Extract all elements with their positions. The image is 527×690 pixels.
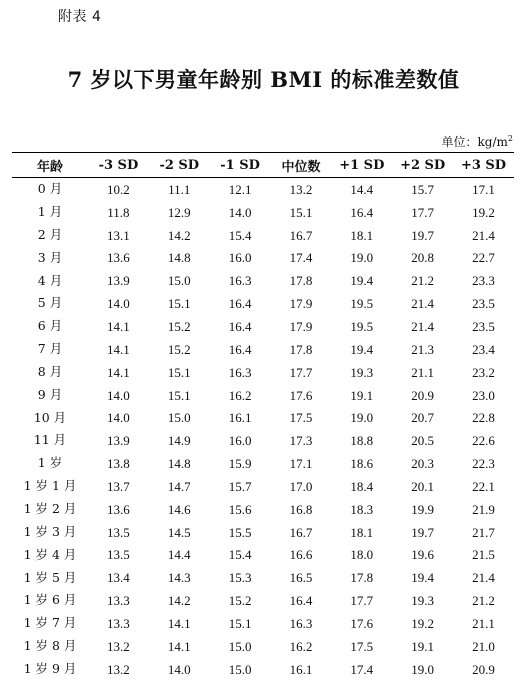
age-cell: 1 岁 9 月	[23, 660, 77, 676]
value-cell: 13.2	[107, 661, 130, 677]
value-cell: 12.9	[167, 204, 191, 220]
value-cell: 15.0	[167, 273, 191, 289]
value-cell: 14.6	[167, 501, 191, 517]
value-cell: 16.3	[289, 615, 313, 631]
unit-label	[442, 133, 513, 150]
value-cell: 19.4	[350, 341, 374, 357]
header-plus-3sd: +3 SD	[453, 153, 514, 178]
value-cell: 15.5	[228, 524, 252, 540]
value-cell: 16.3	[228, 273, 252, 289]
age-cell: 2 月	[37, 226, 63, 242]
value-cell: 17.6	[350, 615, 374, 631]
value-cell: 15.4	[228, 547, 252, 563]
value-cell: 14.1	[107, 318, 130, 334]
value-cell: 19.4	[411, 570, 435, 586]
value-cell: 14.4	[167, 547, 191, 563]
table-row	[12, 247, 514, 270]
value-cell: 13.8	[107, 456, 130, 472]
value-cell: 16.7	[289, 524, 313, 540]
value-cell: 17.0	[289, 478, 313, 494]
value-cell: 19.7	[411, 524, 435, 540]
value-cell: 19.2	[411, 615, 435, 631]
value-cell: 10.2	[107, 181, 130, 197]
table-row	[12, 406, 514, 429]
value-cell: 13.4	[107, 570, 130, 586]
age-cell: 7 月	[37, 341, 63, 357]
value-cell: 15.7	[411, 181, 435, 197]
value-cell: 19.7	[411, 227, 435, 243]
value-cell: 23.2	[472, 364, 495, 380]
value-cell: 14.0	[107, 387, 130, 403]
value-cell: 20.9	[411, 387, 435, 403]
value-cell: 15.1	[289, 204, 313, 220]
value-cell: 20.1	[411, 478, 435, 494]
table-row	[12, 498, 514, 521]
value-cell: 19.2	[472, 204, 495, 220]
value-cell: 13.6	[107, 501, 130, 517]
value-cell: 16.2	[228, 387, 252, 403]
value-cell: 14.5	[167, 524, 191, 540]
value-cell: 19.0	[350, 250, 374, 266]
table-header-row	[12, 153, 514, 178]
value-cell: 22.7	[472, 250, 495, 266]
value-cell: 14.0	[228, 204, 252, 220]
value-cell: 20.8	[411, 250, 435, 266]
table-row	[12, 201, 514, 224]
value-cell: 15.0	[228, 638, 252, 654]
table-row	[12, 635, 514, 658]
value-cell: 20.7	[411, 410, 435, 426]
value-cell: 14.0	[107, 410, 130, 426]
value-cell: 13.3	[107, 593, 130, 609]
table-row	[12, 521, 514, 544]
value-cell: 18.3	[350, 501, 374, 517]
table-row	[12, 589, 514, 612]
value-cell: 17.8	[350, 570, 374, 586]
value-cell: 17.6	[289, 387, 313, 403]
value-cell: 15.1	[167, 387, 191, 403]
value-cell: 16.1	[289, 661, 313, 677]
table-row	[12, 429, 514, 452]
value-cell: 15.2	[167, 318, 191, 334]
value-cell: 14.1	[167, 615, 191, 631]
table-row	[12, 361, 514, 384]
age-cell: 1 岁 6 月	[23, 592, 77, 608]
value-cell: 11.1	[168, 181, 191, 197]
header-minus-1sd: -1 SD	[210, 153, 271, 178]
value-cell: 13.5	[107, 547, 130, 563]
value-cell: 19.0	[350, 410, 374, 426]
header-plus-2sd: +2 SD	[392, 153, 453, 178]
value-cell: 14.2	[167, 227, 191, 243]
age-cell: 1 岁 1 月	[23, 478, 77, 494]
age-cell: 1 月	[37, 204, 63, 220]
value-cell: 21.4	[472, 227, 495, 243]
value-cell: 16.3	[228, 364, 252, 380]
value-cell: 21.5	[472, 547, 495, 563]
age-cell: 6 月	[37, 318, 63, 334]
value-cell: 19.3	[411, 593, 435, 609]
age-cell: 4 月	[37, 272, 63, 288]
table-row	[12, 475, 514, 498]
value-cell: 19.1	[411, 638, 435, 654]
value-cell: 14.7	[167, 478, 191, 494]
value-cell: 14.8	[167, 250, 191, 266]
value-cell: 16.4	[228, 318, 252, 334]
value-cell: 19.5	[350, 318, 374, 334]
value-cell: 17.1	[289, 456, 313, 472]
value-cell: 15.1	[167, 296, 191, 312]
header-age: 年龄	[12, 153, 88, 178]
value-cell: 20.9	[472, 661, 495, 677]
age-cell: 3 月	[37, 249, 63, 265]
value-cell: 13.3	[107, 615, 130, 631]
header-minus-3sd: -3 SD	[88, 153, 149, 178]
value-cell: 17.7	[411, 204, 435, 220]
value-cell: 13.1	[107, 227, 130, 243]
table-row	[12, 544, 514, 567]
value-cell: 17.7	[289, 364, 313, 380]
value-cell: 21.7	[472, 524, 495, 540]
value-cell: 18.6	[350, 456, 374, 472]
value-cell: 14.0	[107, 296, 130, 312]
age-cell: 9 月	[37, 386, 63, 402]
value-cell: 12.1	[228, 181, 252, 197]
age-cell: 1 岁 3 月	[23, 523, 77, 539]
value-cell: 14.1	[107, 364, 130, 380]
value-cell: 15.7	[228, 478, 252, 494]
value-cell: 16.8	[289, 501, 313, 517]
value-cell: 19.9	[411, 501, 435, 517]
table-row	[12, 452, 514, 475]
value-cell: 13.9	[107, 273, 130, 289]
value-cell: 17.4	[350, 661, 374, 677]
age-cell: 10 月	[33, 409, 67, 425]
table-row	[12, 338, 514, 361]
table-row	[12, 658, 514, 681]
value-cell: 22.8	[472, 410, 495, 426]
value-cell: 14.0	[167, 661, 191, 677]
value-cell: 16.4	[228, 296, 252, 312]
value-cell: 23.3	[472, 273, 495, 289]
table-row	[12, 224, 514, 247]
value-cell: 22.1	[472, 478, 495, 494]
value-cell: 13.5	[107, 524, 130, 540]
value-cell: 15.4	[228, 227, 252, 243]
value-cell: 23.5	[472, 318, 495, 334]
table-row	[12, 178, 514, 201]
value-cell: 18.0	[350, 547, 374, 563]
value-cell: 15.0	[167, 410, 191, 426]
value-cell: 21.4	[411, 296, 435, 312]
value-cell: 21.4	[411, 318, 435, 334]
value-cell: 15.6	[228, 501, 252, 517]
age-cell: 1 岁	[37, 455, 63, 471]
value-cell: 19.4	[350, 273, 374, 289]
table-body	[12, 178, 514, 681]
value-cell: 14.3	[167, 570, 191, 586]
value-cell: 17.8	[289, 341, 313, 357]
value-cell: 13.9	[107, 433, 130, 449]
value-cell: 16.6	[289, 547, 313, 563]
value-cell: 21.1	[411, 364, 435, 380]
value-cell: 15.1	[167, 364, 191, 380]
value-cell: 17.1	[472, 181, 495, 197]
unit-text: 单位：kg/m	[441, 135, 508, 149]
value-cell: 19.3	[350, 364, 374, 380]
value-cell: 13.2	[289, 181, 313, 197]
value-cell: 23.0	[472, 387, 495, 403]
value-cell: 17.9	[289, 318, 313, 334]
value-cell: 17.5	[350, 638, 374, 654]
page-title: 7 岁以下男童年龄别 BMI 的标准差数值	[67, 67, 460, 92]
value-cell: 21.3	[411, 341, 435, 357]
value-cell: 14.2	[167, 593, 191, 609]
age-cell: 8 月	[37, 363, 63, 379]
age-cell: 5 月	[37, 295, 63, 311]
age-cell: 1 岁 4 月	[23, 546, 77, 562]
value-cell: 21.4	[472, 570, 495, 586]
age-cell: 0 月	[37, 181, 63, 197]
table-row	[12, 612, 514, 635]
value-cell: 17.5	[289, 410, 313, 426]
value-cell: 16.0	[228, 250, 252, 266]
value-cell: 15.1	[228, 615, 252, 631]
value-cell: 14.1	[107, 341, 130, 357]
value-cell: 20.5	[411, 433, 435, 449]
value-cell: 16.2	[289, 638, 313, 654]
value-cell: 17.8	[289, 273, 313, 289]
value-cell: 15.9	[228, 456, 252, 472]
value-cell: 17.4	[289, 250, 313, 266]
value-cell: 16.4	[228, 341, 252, 357]
age-cell: 1 岁 5 月	[23, 569, 77, 585]
value-cell: 14.9	[167, 433, 191, 449]
value-cell: 16.4	[350, 204, 374, 220]
value-cell: 18.4	[350, 478, 374, 494]
header-minus-2sd: -2 SD	[149, 153, 210, 178]
value-cell: 21.2	[411, 273, 435, 289]
value-cell: 14.1	[167, 638, 191, 654]
value-cell: 16.5	[289, 570, 313, 586]
value-cell: 16.7	[289, 227, 313, 243]
value-cell: 23.4	[472, 341, 495, 357]
value-cell: 13.2	[107, 638, 130, 654]
value-cell: 18.8	[350, 433, 374, 449]
table-row	[12, 269, 514, 292]
age-cell: 11 月	[33, 432, 67, 448]
table-row	[12, 315, 514, 338]
value-cell: 18.1	[350, 524, 374, 540]
table-row	[12, 566, 514, 589]
value-cell: 17.7	[350, 593, 374, 609]
age-cell: 1 岁 2 月	[23, 500, 77, 516]
value-cell: 13.7	[107, 478, 130, 494]
value-cell: 22.6	[472, 433, 495, 449]
age-cell: 1 岁 8 月	[23, 638, 77, 654]
value-cell: 15.2	[228, 593, 252, 609]
value-cell: 15.3	[228, 570, 252, 586]
value-cell: 11.8	[107, 204, 130, 220]
age-cell: 1 岁 7 月	[23, 615, 77, 631]
value-cell: 17.9	[289, 296, 313, 312]
unit-superscript: 2	[507, 134, 513, 143]
table-row	[12, 384, 514, 407]
value-cell: 18.1	[350, 227, 374, 243]
value-cell: 14.4	[350, 181, 374, 197]
value-cell: 16.4	[289, 593, 313, 609]
value-cell: 16.0	[228, 433, 252, 449]
table-row	[12, 292, 514, 315]
value-cell: 21.9	[472, 501, 495, 517]
header-plus-1sd: +1 SD	[331, 153, 392, 178]
value-cell: 15.2	[167, 341, 191, 357]
value-cell: 20.3	[411, 456, 435, 472]
value-cell: 13.6	[107, 250, 130, 266]
value-cell: 19.1	[350, 387, 374, 403]
value-cell: 19.6	[411, 547, 435, 563]
bmi-sd-table	[12, 152, 514, 681]
value-cell: 19.5	[350, 296, 374, 312]
value-cell: 21.0	[472, 638, 495, 654]
value-cell: 21.1	[472, 615, 495, 631]
value-cell: 17.3	[289, 433, 313, 449]
value-cell: 19.0	[411, 661, 435, 677]
value-cell: 22.3	[472, 456, 495, 472]
value-cell: 15.0	[228, 661, 252, 677]
header-median: 中位数	[271, 153, 332, 178]
value-cell: 23.5	[472, 296, 495, 312]
value-cell: 16.1	[228, 410, 252, 426]
value-cell: 14.8	[167, 456, 191, 472]
appendix-label: 附表 4	[58, 9, 102, 25]
value-cell: 21.2	[472, 593, 495, 609]
